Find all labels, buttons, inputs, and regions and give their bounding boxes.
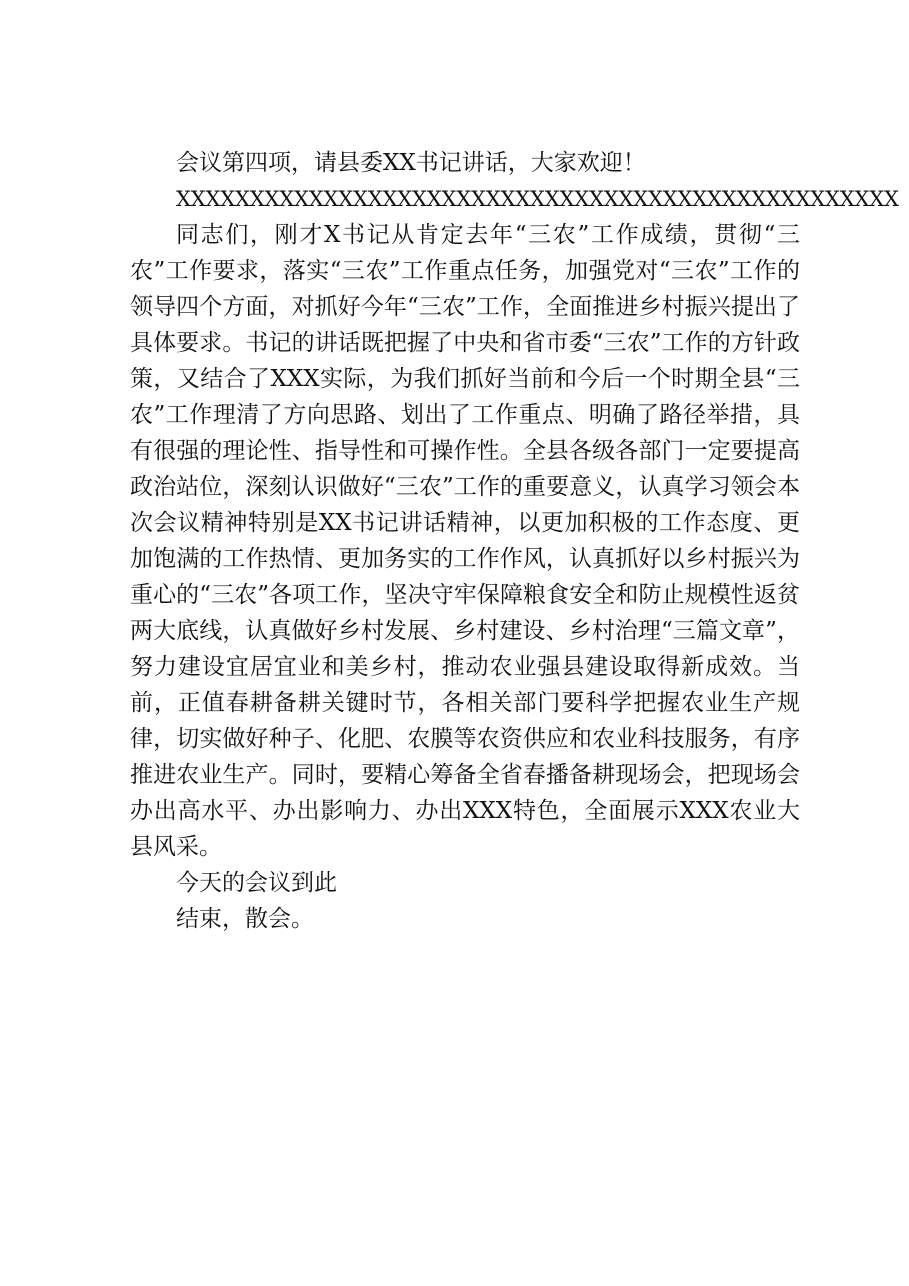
paragraph-closing-1: 今天的会议到此 xyxy=(176,870,337,896)
document-body xyxy=(130,145,899,937)
paragraph-closing-2: 结束，散会。 xyxy=(176,906,314,932)
paragraph-placeholder-line: XXXXXXXXXXXXXXXXXXXXXXXXXXXXXXXXXXXXXXXXXXXXXXXXX xyxy=(176,187,899,211)
paragraph-main-speech: 同志们，刚才X书记从肯定去年“三农”工作成绩，贯彻“三农”工作要求，落实“三农”工作重点任务，加强党对“三农”工作的领导四个方面，对抓好今年“三农”工作，全面推进乡村振兴提出了具体要求。书记的讲话既把握了中央和省市委“三农”工作的方针政策，又结合了XXX实际，为我们抓好当前和今后一个时期全县“三农”工作理清了方向思路、划出了工作重点、明确了路径举措，具有很强的理论性、指导性和可操作性。全县各级各部门一定要提高政治站位，深刻认识做好“三农”工作的重要意义，认真学习领会本次会议精神特别是XX书记讲话精神，以更加积极的工作态度、更加饱满的工作热情、更加务实的工作作风，认真抓好以乡村振兴为重心的“三农”各项工作，坚决守牢保障粮食安全和防止规模性返贫两大底线，认真做好乡村发展、乡村建设、乡村治理“三篇文章”，努力建设宜居宜业和美乡村，推动农业强县建设取得新成效。当前，正值春耕备耕关键时节，各相关部门要科学把握农业生产规律，切实做好种子、化肥、农膜等农资供应和农业科技服务，有序推进农业生产。同时，要精心筹备全省春播备耕现场会，把现场会办出高水平、办出影响力、办出XXX特色，全面展示XXX农业大县风采。 xyxy=(130,222,800,860)
paragraph-invitation: 会议第四项，请县委XX书记讲话，大家欢迎！ xyxy=(176,150,646,176)
